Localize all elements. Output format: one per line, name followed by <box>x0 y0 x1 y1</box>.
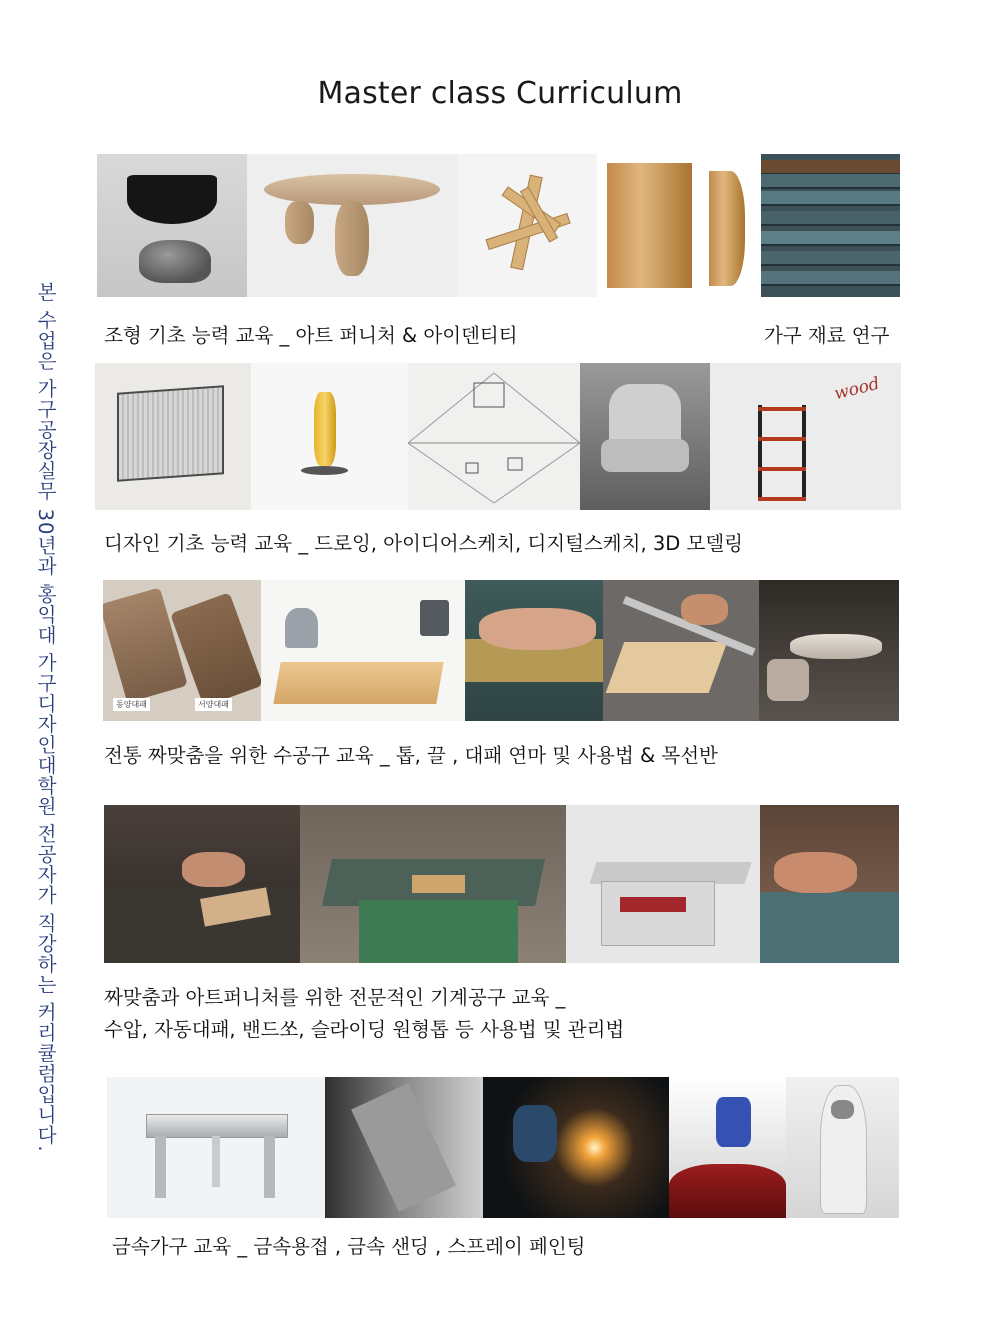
wood-sculpture-photo <box>457 154 597 297</box>
plane-label-east: 동양대패 <box>113 698 150 711</box>
lumber-stack-photo <box>761 154 900 297</box>
metal-sanding-photo <box>325 1077 483 1218</box>
caption-4a: 짜맞춤과 아트퍼니처를 위한 전문적인 기계공구 교육 _ <box>104 986 566 1009</box>
perspective-sketch <box>408 363 580 510</box>
oval-table-photo <box>247 154 457 297</box>
rock-stool-photo <box>97 154 247 297</box>
jointer-machine-photo <box>300 805 566 963</box>
pencil-box-sketch <box>95 363 251 510</box>
sliding-table-saw-photo <box>566 805 760 963</box>
woodcarving-photo <box>760 805 899 963</box>
plane-label-west: 서양대패 <box>195 698 232 711</box>
woodworking-hands-photo <box>104 805 300 963</box>
wood-lathe-photo <box>759 580 899 721</box>
sketch-word: wood <box>832 373 882 405</box>
caption-2: 디자인 기초 능력 교육 _ 드로잉, 아이디어스케치, 디지털스케치, 3D 모델링 <box>104 532 743 555</box>
shelf-sketch <box>710 363 901 510</box>
metal-table-photo <box>107 1077 325 1218</box>
image-row-2 <box>95 363 901 510</box>
image-row-5 <box>107 1077 899 1218</box>
spray-gun-photo <box>669 1077 786 1218</box>
sharpening-photo <box>465 580 603 721</box>
spray-painter-photo <box>786 1077 899 1218</box>
caption-5: 금속가구 교육 _ 금속용접 , 금속 샌딩 , 스프레이 페인팅 <box>112 1235 586 1258</box>
caption-1a: 조형 기초 능력 교육 _ 아트 퍼니처 & 아이덴티티 <box>104 324 518 347</box>
sawing-photo <box>603 580 759 721</box>
welding-photo <box>483 1077 669 1218</box>
lamp-sketch <box>251 363 408 510</box>
image-row-4 <box>104 805 899 963</box>
plane-anatomy-diagram <box>261 580 465 721</box>
hand-planes-photo <box>103 580 261 721</box>
caption-4b: 수압, 자동대패, 밴드쏘, 슬라이딩 원형톱 등 사용법 및 관리법 <box>104 1018 625 1041</box>
3d-armchair-render <box>580 363 710 510</box>
caption-3: 전통 짜맞춤을 위한 수공구 교육 _ 톱, 끌 , 대패 연마 및 사용법 & 목선반 <box>104 744 718 767</box>
page-title: Master class Curriculum <box>317 76 683 111</box>
image-row-1 <box>97 154 900 297</box>
side-vertical-text: 본 수업은 가구공장실무 30년과 홍익대 가구디자인대학원 전공자가 직강하는 커리큘럼입니다. <box>34 282 57 1153</box>
image-row-3 <box>103 580 899 721</box>
caption-1b: 가구 재료 연구 <box>764 324 890 347</box>
wood-grain-diagram <box>597 154 761 297</box>
